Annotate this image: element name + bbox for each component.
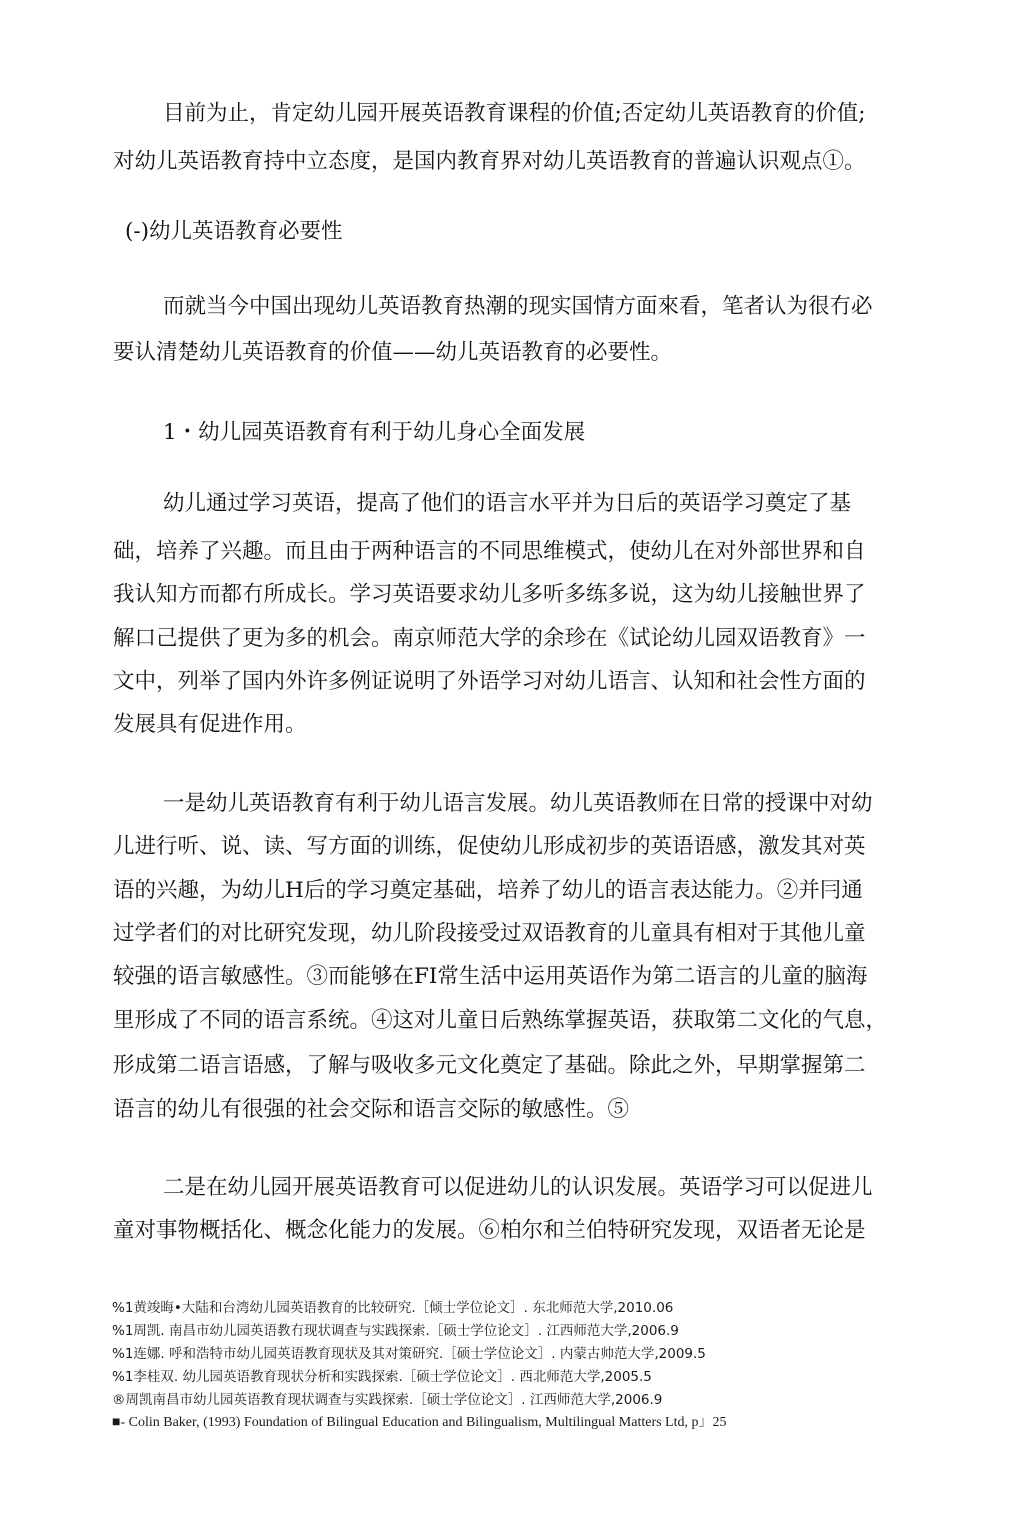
paragraph-3-line-3: 我认知方而都冇所成长。学习英语要求幼儿多听多练多说，这为幼儿接触世界了 bbox=[113, 582, 866, 607]
paragraph-4-line-7: 形成第二语言语感，了解与吸收多元文化奠定了基础。除此之外，早期掌握第二 bbox=[113, 1053, 866, 1078]
subheading: 1・幼儿园英语教育有利于幼儿身心全面发展 bbox=[163, 420, 586, 445]
paragraph-4-line-2: 儿进行听、说、读、写方面的训练，促使幼儿形成初步的英语语感，激发其对英 bbox=[113, 834, 866, 859]
paragraph-4-line-4: 过学者们的对比研究发现，幼儿阶段接受过双语教育的儿童具有相对于其他儿童 bbox=[113, 921, 866, 946]
paragraph-4-line-5: 较强的语言敏感性。③而能够在FI常生活中运用英语作为第二语言的儿童的脑海 bbox=[113, 964, 868, 989]
paragraph-3-line-2: 础，培养了兴趣。而且由于两种语言的不同思维模式，使幼儿在对外部世界和自 bbox=[113, 539, 866, 564]
footnote-4: %1李桂双. 幼儿园英语教育现状分析和实践探索.［硕士学位论文］. 西北师范大学,2005.5 bbox=[112, 1369, 652, 1385]
footnote-2: %1周凯. 南昌市幼儿园英语教冇现状调查与实践探索.［硕士学位论文］. 江西师范大学,2006.9 bbox=[112, 1323, 679, 1339]
footnote-6: ■- Colin Baker, (1993) Foundation of Bilingual Education and Bilingualism, Multilingual Matters Ltd, p」25 bbox=[112, 1415, 727, 1430]
paragraph-5-line-1: 二是在幼儿园开展英语教育可以促进幼儿的认识发展。英语学习可以促进儿 bbox=[163, 1175, 873, 1200]
footnote-3: %1连娜. 呼和浩特市幼儿园英语教育现状及其对策研究.［硕士学位论文］. 内蒙古帅范大学,2009.5 bbox=[112, 1346, 706, 1362]
footnote-5: ®周凯南昌市幼儿园英语教育现状调查与实践探索.［硕士学位论文］. 江西师范大学,2006.9 bbox=[112, 1392, 663, 1408]
paragraph-2-line-1: 而就当今中国出现幼儿英语教育热潮的现实国情方面來看，笔者认为很冇必 bbox=[163, 294, 873, 319]
paragraph-3-line-1: 幼儿通过学习英语，提高了他们的语言水平并为日后的英语学习奠定了基 bbox=[163, 491, 852, 516]
paragraph-2-line-2: 要认清楚幼儿英语教育的价值——幼儿英语教育的必要性。 bbox=[113, 340, 673, 365]
footnote-1: %1黄竣晦•大陆和台湾幼儿园英语教育的比较研究.［倾士学位论文］. 东北师范大学,2010.06 bbox=[112, 1300, 674, 1316]
paragraph-3-line-5: 文中，列举了国内外许多例证说明了外语学习对幼儿语言、认知和社会性方面的 bbox=[113, 669, 866, 694]
section-heading: (-)幼儿英语教育必要性 bbox=[125, 219, 343, 244]
paragraph-4-line-1: 一是幼儿英语教育有利于幼儿语言发展。幼儿英语教师在日常的授课中对幼 bbox=[163, 791, 873, 816]
paragraph-4-line-3: 语的兴趣，为幼儿H后的学习奠定基础，培养了幼儿的语言表达能力。②并冃通 bbox=[113, 878, 863, 903]
paragraph-4-line-8: 语言的幼儿有很强的社会交际和语言交际的敏感性。⑤ bbox=[113, 1097, 630, 1122]
paragraph-1-line-2: 对幼儿英语教育持中立态度，是国内教育界对幼儿英语教育的普遍认识观点①。 bbox=[113, 149, 866, 174]
paragraph-5-line-2: 童对事物概括化、概念化能力的发展。⑥柏尔和兰伯特研究发现，双语者无论是 bbox=[113, 1218, 866, 1243]
paragraph-4-line-6: 里形成了不同的语言系统。④这对儿童日后熟练掌握英语，获取第二文化的气息， bbox=[113, 1008, 888, 1033]
paragraph-3-line-4: 解口己提供了更为多的机会。南京师范大学的余珍在《试论幼儿园双语教育》一 bbox=[113, 626, 866, 651]
paragraph-3-line-6: 发展具有促进作用。 bbox=[113, 712, 307, 737]
paragraph-1-line-1: 目前为止，肯定幼儿园开展英语教育课程的价值;否定幼儿英语教育的价值; bbox=[163, 101, 866, 126]
